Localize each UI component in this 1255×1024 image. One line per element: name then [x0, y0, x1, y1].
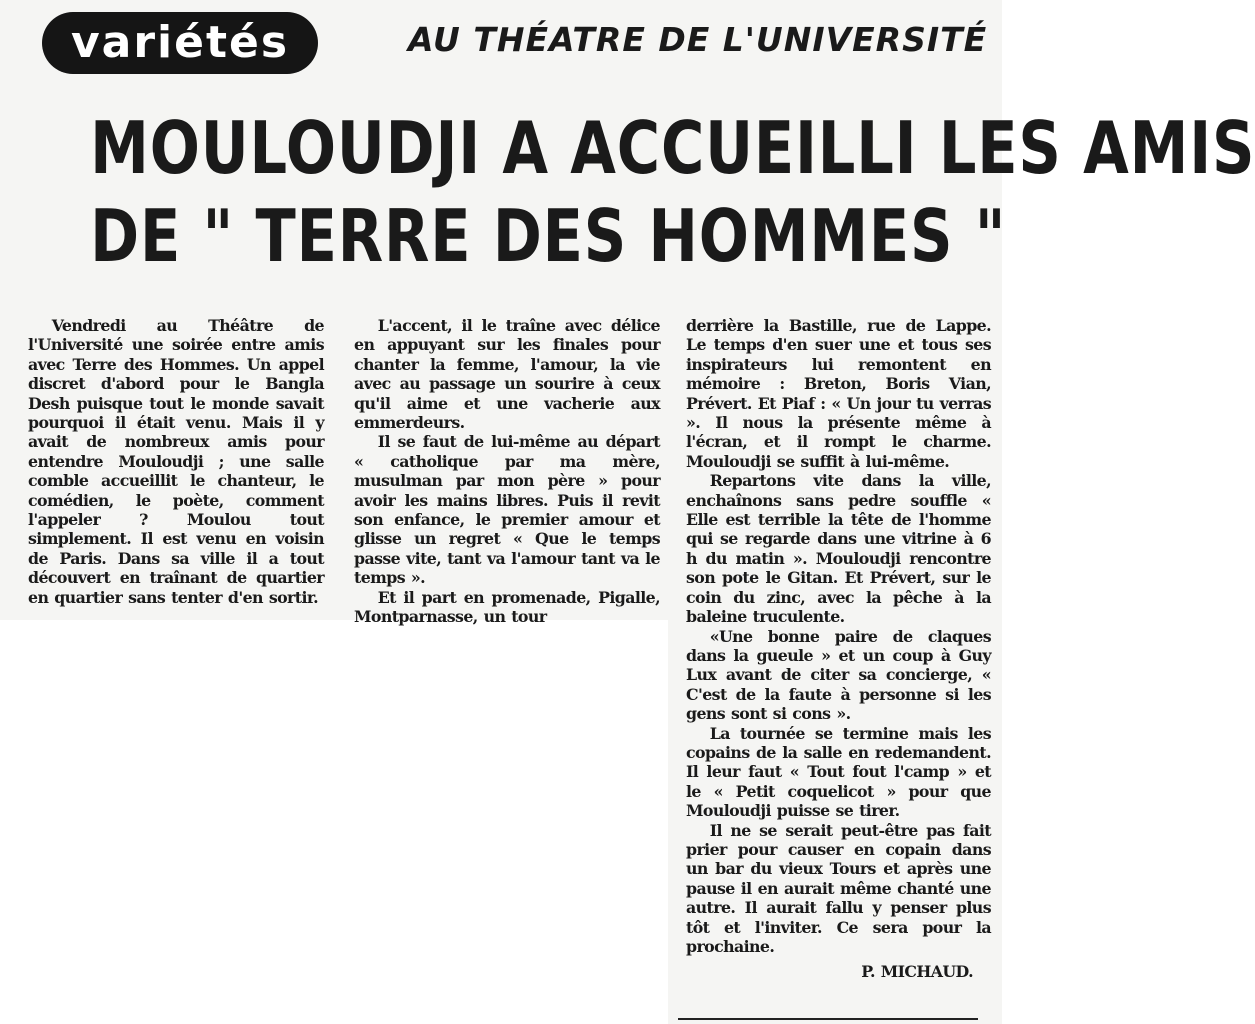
headline	[90, 104, 1255, 280]
article-column-3	[686, 316, 991, 982]
byline: P. MICHAUD.	[861, 962, 973, 982]
section-badge: variétés	[42, 12, 318, 74]
paragraph: Repartons vite dans la ville, enchaînons sans pedre souffle « Elle est terrible la tête de l'homme qui se regarde dans une vitrine à 6 h du matin ». Mouloudji rencontre son pote le Gitan. Et Prévert, sur le coin du zinc, avec la pêche à la baleine truculente.	[686, 471, 991, 627]
paragraph: Il ne se serait peut-être pas fait prier pour causer en copain dans un bar du vieux Tours et après une pause il en aurait même chanté une autre. Il aurait fallu y penser plus tôt et l'inviter. Ce sera pour la prochaine.	[686, 820, 991, 956]
paragraph: L'accent, il le traîne avec délice en appuyant sur les finales pour chanter la femme, l'amour, la vie avec au passage un sourire à ceux qu'il aime et une vacherie aux emmerdeurs.	[354, 316, 660, 433]
paragraph: derrière la Bastille, rue de Lappe. Le temps d'en suer une et tous ses inspirateurs lui remontent en mémoire : Breton, Boris Vian, Prévert. Et Piaf : « Un jour tu verras ». Il nous la présente même à l'écran, et il rompt le charme. Mouloudji se suffit à lui-même.	[686, 316, 991, 471]
kicker: AU THÉATRE DE L'UNIVERSITÉ	[408, 20, 988, 59]
article-column-1	[28, 316, 324, 607]
paragraph: Il se faut de lui-même au départ « catholique par ma mère, musulman par mon père » pour avoir les mains libres. Puis il revit son enfance, le premier amour et glisse un regret « Que le temps passe vite, tant va l'amour tant va le temps ».	[354, 432, 660, 588]
paragraph: La tournée se termine mais les copains de la salle en redemandent. Il leur faut « Tout fout l'camp » et le « Petit coquelicot » pour que Mouloudji puisse se tirer.	[686, 723, 991, 821]
paragraph: Vendredi au Théâtre de l'Université une soirée entre amis avec Terre des Hommes. Un appel discret d'abord pour le Bangla Desh puisque tout le monde savait pourquoi il était venu. Mais il y avait de nombreux amis pour entendre Mouloudji ; une salle comble accueillit le chanteur, le comédien, le poète, comment l'appeler ? Moulou tout simplement. Il est venu en voisin de Paris. Dans sa ville il a tout découvert en traînant de quartier en quartier sans tenter d'en sortir.	[28, 316, 324, 607]
paragraph: «Une bonne paire de claques dans la gueule » et un coup à Guy Lux avant de citer sa concierge, « C'est de la faute à personne si les gens sont si cons ».	[686, 626, 991, 724]
bottom-rule	[678, 1018, 978, 1020]
article-column-2	[354, 316, 660, 627]
paragraph: Et il part en promenade, Pigalle, Montparnasse, un tour	[354, 587, 660, 627]
headline-line-1: MOULOUDJI A ACCUEILLI LES AMIS	[90, 106, 1255, 190]
headline-line-2: DE " TERRE DES HOMMES "	[90, 194, 1007, 278]
